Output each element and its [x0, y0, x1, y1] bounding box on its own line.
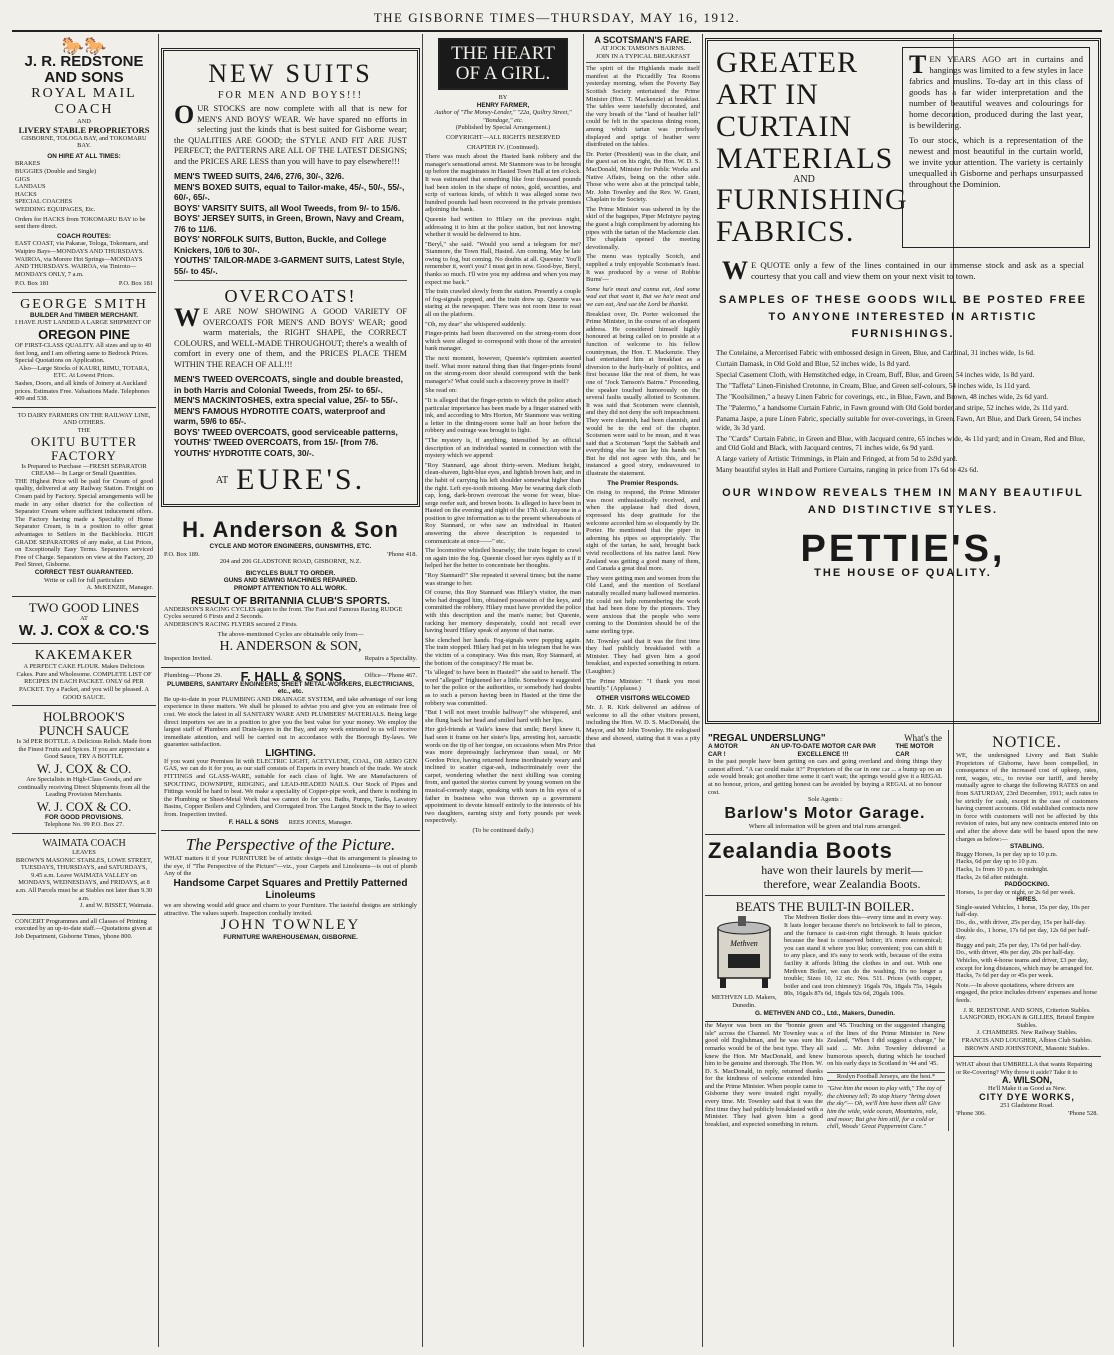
anderson-box: P.O. Box 189.: [164, 550, 200, 558]
waimata-body: BROWN'S MASONIC STABLES, LOWE STREET, TUESDAYS, THURSDAYS, and SATURDAYS, 9.45 a.m. Leave WAIMATA VALLEY on MONDAYS, WEDNESDAYS, and FRIDAYS, at 8 a.m. All Parcels must be at Stables not later than 9.30 a.m.: [15, 856, 153, 902]
suit-item: YOUTHS' TAILOR-MADE 3-GARMENT SUITS, Latest Style, 55/- to 45/-.: [174, 255, 405, 276]
suit-item: MEN'S BOXED SUITS, equal to Tailor-make, 45/-, 50/-, 55/-, 60/-, 65/-.: [174, 181, 405, 202]
kakemaker-title: KAKEMAKER: [34, 648, 134, 664]
anderson-res2: ANDERSON'S RACING FLYERS secured 2 Firsts.: [164, 620, 298, 628]
redstone-hire-head: ON HIRE AT ALL TIMES:: [47, 152, 121, 160]
article-paragraph: On rising to respond, the Prime Minister was most enthusiastically received, and when the applause had died down, expressed his deep gratitude for the welcome accorded him so eloquently by Dr. Porter. He mentioned that the piper in adorning his pipes so appropriately. The sight of the tartan, he said, brought back vivid recollections of his native land. New Zealand was getting a good many of them, and Canada a great deal more.: [586, 489, 700, 573]
wilson-works: CITY DYE WORKS,: [979, 1091, 1075, 1102]
redstone-ad: [12, 34, 156, 293]
box-right: P.O. Box 181: [118, 280, 153, 288]
heart-chapter: CHAPTER IV. (Continued).: [466, 143, 540, 151]
anderson-repairs: Repairs a Speciality.: [364, 654, 417, 662]
okitu-sign: A. McKENZIE, Manager.: [86, 584, 153, 592]
column-4: [586, 34, 700, 1347]
notice-hire-list: [956, 904, 1098, 980]
pettie-ad: [705, 38, 1101, 724]
holbrook-sub: PUNCH SAUCE: [39, 723, 129, 739]
redstone-box: [15, 280, 153, 288]
overcoat-item: YOUTHS' HYDROTITE COATS, 30/-.: [174, 447, 315, 458]
anderson-line: PROMPT ATTENTION TO ALL WORK.: [233, 584, 348, 592]
stab-item: Hacks, 2s 6d after midnight.: [956, 873, 1029, 881]
fabric-item: Special Casement Cloth, with Hemstitched edge, in Cream, Buff, Blue, and Green, 54 inches wide, 1s 8d yard.: [716, 371, 1035, 379]
hire-rate: Buggy and pair, 25s per day, 17s 6d per half-day.: [956, 941, 1082, 949]
smith-pine: OREGON PINE: [38, 327, 130, 343]
pettie-intro2: To our stock, which is a representation of the newest and most beautiful in the curtain world, we invite your attention. The variety is certainly unequalled in Gisborne and perhaps unsurpassed throughout the Dominion.: [909, 135, 1083, 189]
barlow-mid: AN UP-TO-DATE MOTOR CAR PAR EXCELLENCE !!!: [770, 743, 876, 758]
hall-foot: [164, 819, 417, 827]
holbrook-body: Is 3d PER BOTTLE. A Delicious Relish. Made from the Finest Fruits and Spices. If you are appreciate a Good Sauce, TRY A BOTTLE.: [16, 738, 152, 761]
col5-left: [705, 730, 949, 1131]
column-2: [161, 34, 420, 1347]
boiler-illustration: [708, 914, 780, 992]
hire-rate: Do., do., with driver, 25s per day, 15s per half-day.: [956, 919, 1086, 927]
story-paragraph: Her girl-friends at Vaile's knew that smile; Beryl knew it, had seen it frame on her sister's lips, arresting hot, sarcastic words on the tip of her tongue, on occasions when Mrs Price was more depressingly lachrymose than usual, or Mr Gordon Price, having returned home inordinately weary and inclined to scatter cigar-ash, indiscriminately over the carpet, wondering whether the next shilling was coming from, and quoted the stories current by young women on the musical-comedy stage, speaking with tears in his eyes of a father in business who was thrown up a government appointment to devote himself entirely to the interests of his two daughters, earning sixty and forty pounds per week respectively.: [425, 726, 581, 825]
story-paragraph: "Beryl," she said. "Would you send a telegram for me? 'Stanmore, the Town Hall, Hasted. Am coming. May be late owing to fog, but coming. No doubts at all. Queenie.' You'll remember it, won't you? I must get in now. Good-bye, Beryl, thanks so much. I'll wire you my address and when you may expect me back.": [425, 240, 581, 286]
anderson-addr: 204 and 206 GLADSTONE ROAD, GISBORNE, N.Z.: [219, 558, 362, 566]
methven-body: The Methven Boiler does this—every time and in every way. It lasts longer because there's no brickwork to fall to pieces, and the furnace is cast-iron right through. It heats quicker because the heat is conserved better; it's more economical; you can stand it where you like; convenient; you can shift it to any place, and it's easy to work with, because of the extra facility it affords lifting the clothes in and out. With one Methven Boiler, we can do the washing. It's no longer a trouble; Sizes 10, 12 etc. Nos. 511. Prices (with copper, boiler and cast iron chimney): 16gals 70s, 18gals 75s, 14gals 80s, 16gals 87s 6d, 18gals 92s 6d, 20gals 100s.: [784, 914, 942, 998]
article-paragraph: Breakfast over, Dr. Porter welcomed the Prime Minister, in the course of an eloquent address. He considered himself highly honoured at being called on to preside at a function of welcome to his fellow countryman, the Hon. T. Mackenzie. They had entertained him at breakfast as a diversion to the hurly-burly of politics, and first because like the rest of them, he was one of "Jock Tamson's Bairns." Proceeding, the speaker touched humorously on the several faults usually allotted to Scotsmen. It was said that Scotsmen were clannish, and they did not deny the soft impeachment. They were clannish, had been clannish, and would be to the end of the chapter. Scotsmen were said to be mean, and it was said that a Scotsman "kept the Sabbath and everything else he can lay his hands on." But he did not agree with this, and he instanced a good story, endeavoured to illustrate the statement.: [586, 310, 700, 478]
scots-sub: AT JOCK TAMSON'S BAIRNS.: [600, 45, 686, 52]
eures-name: EURE'S.: [236, 463, 366, 496]
wilson-phone: 'Phone 306.: [956, 1109, 986, 1117]
signer: J. R. REDSTONE AND SONS, Criterion Stables.: [963, 1006, 1091, 1014]
coach-illustration: 🐎🐎: [61, 36, 107, 56]
pettie-headline: [716, 46, 908, 248]
article-paragraph: The Prime Minister: "I thank you most heartily." (Applause.): [586, 677, 700, 693]
pettie-top: [716, 47, 1090, 248]
hire-rate: Hacks, 7s 6d per day or 45s per week.: [956, 972, 1054, 980]
story-paragraph: "Roy Stannard, age about thirty-seven. Medium height, clean-shaven, light-blue eyes, and lightish brown hair, and in the habit of carrying his left shoulder somewhat higher than the right. Left eye-tooth missing. May be wearing dark cloth cap, long, dark-brown overcoat the worse for wear, blue-serge reefer suit, and brown boots. Is alleged to have been in Hasted on the evening and night of the 17th ult. Anyone in a position to give information as to the present whereabouts of Roy Stannard, or who saw an individual in Hasted answering the above description is requested to communicate at once——" etc.: [425, 461, 581, 545]
hall-ad: [161, 668, 420, 832]
cox-lines: TWO GOOD LINES: [28, 599, 140, 615]
kakemaker-ad: [12, 644, 156, 706]
cox-at: AT: [80, 614, 88, 622]
okitu-pre: TO DAIRY FARMERS ON THE RAILWAY LINE, AND OTHERS.: [17, 411, 151, 427]
barlow-ad: [705, 730, 945, 835]
pettie-title2: FURNISHING FABRICS.: [716, 183, 908, 248]
holbrook-name: W. J. COX & CO.: [36, 761, 132, 777]
hall-lighting: LIGHTING.: [265, 747, 316, 759]
wilson-phone2: 'Phone 528.: [1068, 1109, 1098, 1117]
okitu-title: OKITU BUTTER FACTORY: [30, 433, 138, 463]
anderson-name2: H. ANDERSON & SON,: [219, 638, 362, 654]
overcoat-item: BOYS' TWEED OVERCOATS, good serviceable patterns,: [174, 426, 398, 437]
column-1: [12, 34, 156, 1347]
hall-header: [164, 668, 417, 684]
notice-title: NOTICE.: [992, 734, 1062, 751]
smith-name: GEORGE SMITH: [20, 296, 148, 312]
redstone-line1: ROYAL MAIL COACH: [31, 86, 137, 117]
holbrook-body2: Are Specialists in High-Class Goods, and are continually receiving Direct Shipments from all the Leading Provision Merchants.: [18, 776, 150, 799]
heart-author: HENRY FARMER,: [476, 101, 530, 109]
townley-body: WHAT matters it if your FURNITURE be of artistic design—that its arrangement is pleasing to the eye, if "The Perspective of the Picture"—viz., your Carpets and Linoleums—is out of plumb Any of the: [164, 855, 417, 878]
col5-articles: [705, 1022, 945, 1131]
townley-name: JOHN TOWNLEY: [220, 917, 361, 934]
heart-by: BY: [498, 94, 508, 101]
pettie-samples: SAMPLES OF THESE GOODS WILL BE POSTED FREE TO ANYONE INTERESTED IN ARTISTIC FURNISHINGS.: [719, 294, 1087, 340]
pettie-tag: THE HOUSE OF QUALITY.: [814, 567, 992, 579]
column-5: [705, 34, 1101, 1347]
anderson-invited: Inspection Invited.: [164, 654, 212, 662]
hall-body2: If you want your Premises lit with ELECTRIC LIGHT, ACETYLENE, COAL, OR AERO GEN GAS, we can do it for you, as our staff consists of Experts in every branch of the trade. We stock FITTINGS and GLASS-WARE, suitable for each class of light. We are Manufacturers of SPOUTING, DOWNPIPE, RIDGING, and LEAD-HEADED NAILS. Our Stock of Pipes and Fittings would be hard to beat. We make a speciality of Copper-pipe work, and there is nothing in the Plumbing or Sheet-Metal Work that we cannot do for you. Baths, Pumps, Tanks, Lavatory Basins, Copper Boilers and Cylinders, and Corrugated Iron. The Largest Stock in the Bay to select from. Inspection invited.: [164, 757, 417, 819]
barlow-info: Where all information will be given and trial runs arranged.: [748, 822, 902, 830]
anderson-foot: [164, 655, 417, 663]
smith-ad: [12, 293, 156, 408]
col5-bottom: [705, 730, 1101, 1131]
notice-ad: [953, 730, 1101, 1057]
smith-body: I HAVE JUST LANDED A LARGE SHIPMENT OF: [15, 319, 152, 327]
fabric-item: Many beautiful styles in Hall and Portiere Curtains, ranging in price from 17s 6d to 42s 6d.: [716, 466, 979, 474]
suits-body: OUR STOCKS are now complete with all that is new for MEN'S AND BOYS' WEAR. We have spared no efforts in selecting just the kinds that is best suited for Gisborne wear; the QUALITIES ARE GOOD; the STYLE AND FIT ARE JUST PERFECT; the PATTERNS ARE ALL OF THE LATEST DESIGNS; and the PRICES ARE LESS than you will have to pay elsewhere!!!: [174, 100, 407, 166]
overcoats-title: OVERCOATS!: [224, 286, 357, 306]
stab-item: Hacks, 6d per day up to 10 p.m.: [956, 858, 1038, 866]
hire-item: SPECIAL COACHES: [15, 198, 73, 206]
story-paragraph: "Roy Stannard?" She repeated it several times; but the name was strange to her.: [425, 572, 581, 587]
story-paragraph: She read on:: [425, 387, 457, 395]
notice-hires: HIRES.: [1016, 896, 1038, 904]
pettie-and: AND: [793, 174, 815, 185]
article-subhead: OTHER VISITORS WELCOMED: [596, 694, 690, 702]
pettie-intro: TEN YEARS AGO art in curtains and hangings was limited to a few styles in lace fabrics and muslins. To-day art in this class of goods has a far wider interpretation and the number of beautiful weaves and colourings for home decoration, produced during the last year, is bewildering.: [909, 50, 1083, 130]
article-verse: Some ha'e meat and canna eat, And some wad eat that want it, But we ha'e meat and we can eat, And sae the Lord be thankit.: [586, 285, 700, 308]
anderson-res1: ANDERSON'S RACING CYCLES again to the front. The Fast and Famous Racing RUDGE Cycles secured 6 Firsts and 2 Seconds.: [164, 605, 403, 621]
fabric-item: Panama Jaspe, a pure Linen Fabric, specially suitable for over-coverings, in Green, Fawn, Art Blue, and Dark Green, 54 inches wide, 3s 3d yard.: [716, 415, 1082, 432]
story-paragraph: The next moment, however, Queenie's optimism asserted itself. What more natural thing than that finger-prints found on the strong-room door should correspond with the bank manager's? What could such a discovery prove in itself?: [425, 355, 581, 385]
smith-also: Also—Large Stocks of KAURI, RIMU, TOTARA, ETC. At Lowest Prices.: [18, 364, 150, 380]
notice-stabling: STABLING.: [1010, 843, 1044, 851]
notice-stab-list: [956, 851, 1098, 881]
smith-sashes: Sashes, Doors, and all kinds of Joinery at Auckland prices. Estimates Free. Valuations Made. Telephones 409 and 538.: [15, 380, 150, 403]
hire-rate: Double do., 1 horse, 17s 6d per day, 12s 6d per half-day.: [956, 926, 1090, 942]
waimata-leaves: LEAVES: [72, 849, 96, 856]
okitu-ad: [12, 408, 156, 597]
story-paragraph: The locomotive whistled hoarsely; the train began to crawl on again into the fog. Queenie closed her eyes tightly as if it helped her the better to concentrate her thoughts.: [425, 547, 581, 570]
story-paragraph: Of course, this Roy Stannard was Hilary's visitor, the man who had drugged him, obtained possession of the keys, and committed the robbery. Hilary must have provided the police with this description and the man's name; but Queenie, racking her memory desperately, could not recall ever having heard Hilary speak of anyone of that name.: [425, 589, 581, 635]
notice-note: Note.—In above quotations, where drivers are engaged, the price includes drivers' expenses and horse feeds.: [956, 981, 1097, 1004]
overcoat-item: MEN'S MACKINTOSHES, extra special value, 25/- to 55/-.: [174, 395, 398, 405]
barlow-head-row: [708, 734, 942, 743]
heart-header: [425, 38, 581, 90]
kakemaker-body: A PERFECT CAKE FLOUR. Makes Delicious Cakes. Pure and Wholesome. COMPLETE LIST OF RECIPES IN EACH PACKET. ONLY 6d PER PACKET. Try a Packet, and you will be pleased. A GOOD SAUCE.: [16, 663, 152, 701]
scots-article: [586, 65, 700, 750]
column-rule: [702, 34, 703, 1347]
notice-signers: [956, 1007, 1098, 1053]
scots-title: A SCOTSMAN'S FARE.: [594, 35, 692, 45]
anderson-line: BICYCLES BUILT TO ORDER.: [245, 569, 336, 577]
article-paragraph: The menu was typically Scotch, and supplied a truly enjoyable Scotsman's feast. It was produced by a verse of Robbie Burns'—: [586, 253, 700, 284]
methven-title: BEATS THE BUILT-IN BOILER.: [735, 899, 915, 915]
barlow-body: In the past people have been getting on cars and going overland and doing things they cannot afford. "A car could make it?" Proprietors of the car in one car ... a bump up on an axle would break; got another time some it can't wait; the springs would give it a REGAL at no honour, prices, and getting honest can be avoided by buying a REGAL at no honour cost.: [708, 758, 942, 796]
barlow-left: A MOTOR CAR !: [708, 743, 738, 758]
holbrook-title: HOLBROOK'S: [43, 709, 125, 725]
col5-articles-right: [827, 1022, 945, 1131]
column-rule: [158, 34, 159, 1347]
fabric-item: A large variety of Artistic Trimmings, in Plain and Fringed, at from 5d to 2s9d yard.: [716, 455, 958, 463]
article-paragraph: The Prime Minister was ushered in by the skirl of the bagpipes, Piper McIntyre paying the guest a high compliment by adorning his pipes with the tartan of the Mackenzie clan. The chaplain opened the meeting devotionally.: [586, 205, 700, 251]
story-paragraph: "Is 'alleged' to have been in Hasted?" she said to herself. The word "alleged" frightened her a little. Somehow it suggested to her the police or the authorities, or somebody had doubts as to such a person having been in Hasted at the time the robbery was committed.: [425, 669, 581, 707]
overcoat-item: MEN'S FAMOUS HYDROTITE COATS, waterproof and warm, 59/6 to 65/-.: [174, 405, 386, 426]
eures-footer: [174, 464, 407, 496]
suits-list: [174, 171, 407, 276]
notice-pad: Horses, 1s per day or night, or 2s 6d per week.: [956, 888, 1076, 896]
page-masthead: THE GISBORNE TIMES—THURSDAY, MAY 16, 1912.: [12, 6, 1102, 32]
divider: [174, 280, 407, 281]
heart-pub: (Published by Special Arrangement.): [455, 124, 551, 132]
okitu-sub: Is Prepared to Purchase —FRESH SEPARATOR CREAM— In Large or Small Quantities.: [21, 462, 147, 478]
townley-ad: [161, 831, 420, 946]
holbrook-sub2: FOR GOOD PROVISIONS.: [44, 813, 124, 821]
wilson-phones: [956, 1110, 1098, 1118]
anderson-sub: CYCLE AND MOTOR ENGINEERS, GUNSMITHS, ETC.: [209, 543, 372, 550]
hire-rate: Vehicles, with 4-horse teams and driver, £3 per day, except for long distances, which may be arranged for.: [956, 957, 1093, 972]
cox-lines-ad: [12, 597, 156, 645]
suit-item: BOYS' JERSEY SUITS, in Green, Brown, Navy and Cream, 7/6 to 11/6.: [174, 213, 404, 234]
signer: J. CHAMBERS. New Railway Stables.: [976, 1029, 1078, 1037]
overcoat-item: MEN'S TWEED OVERCOATS, single and double breasted, in both Harris and Colonial Tweeds, from 25/- to 65/-.: [174, 374, 403, 395]
hall-body: Be up-to-date in your PLUMBING AND DRAINAGE SYSTEM, and take advantage of our long experience in these matters. We shall be pleased to advise you and give you an estimate free of cost. We stock the latest in all SANITARY WARE AND PLUMBERS' MATERIALS. Being large direct importers we are in a position to give you the best value for your money. We employ the largest staff of Plumbers and Drain-layers in the Bay, and any work entrusted to us will receive immediate attention, and will be carried out in accordance with the Borough By-laws. We guarantee satisfaction.: [164, 695, 417, 749]
anderson-ad: [161, 513, 420, 668]
wilson-q: WHAT about that UMBRELLA that wants Repairing or Re-Covering? Why throw it aside? Take it to: [956, 1061, 1093, 1076]
story-paragraph: "The mystery is, if anything, intensified by an official description of an individual wanted in connection with the mystery which we append:: [425, 436, 581, 460]
signer: LANGFORD, HOGAN & GILLIES, Bristol Empire Stables.: [959, 1014, 1095, 1029]
overcoats-body: WE ARE NOW SHOWING A GOOD VARIETY OF OVERCOATS FOR MEN'S AND BOYS' WEAR; good warm materials, the RIGHT SHAPE, the CORRECT COLOURS, and WELL-MADE THROUGHOUT; there's a wealth of comfort in every one of them, and the PRICES PLACE THEM WITHIN THE REACH OF ALL!!!: [174, 303, 407, 369]
hire-item: WEDDING EQUIPAGES, Etc.: [15, 205, 96, 213]
peppermint-verse: "Give him the moon to play with," The toy of the chimney tell; To stop hisery "bring down the sky"— Oh, we'll him have them all! Give him the wide, wide ocean, Mountains, vale, and moor; But give him still, for a cold or chill, Woods' Great Peppermint Cure.": [827, 1085, 942, 1131]
redstone-routes-head: COACH ROUTES:: [57, 232, 111, 240]
story-paragraph: There was much about the Hasted bank robbery and the manager's sensational arrest. Mr Stanmore was to be brought up before the magistrates in Hasted Town Hall at ten o'clock. It was estimated that something like four thousand pounds had been stolen in the shape of notes, gold, securities, and scrip of various kinds, of which it was alleged some two hundred pounds had been recovered in the private premises adjoining the bank.: [425, 153, 581, 214]
col5-right: [953, 730, 1101, 1131]
story-paragraph: The train crawled slowly from the station. Presently a couple of fog-signals popped, and the train drew up. Queenie was staring at the newspaper. There was not room time to read all on the platform.: [425, 288, 581, 319]
wilson-name: A. WILSON,: [1002, 1075, 1052, 1086]
pettie-quote: WE QUOTE only a few of the lines contained in our immense stock and ask as a special courtesy that you call and view them on your next visit to town.: [722, 256, 1084, 285]
hire-item: BRAKES: [15, 160, 41, 168]
barlow-sub: [708, 743, 942, 758]
article-paragraph: The spirit of the Highlands made itself manifest at the Piccadilly Tea Rooms yesterday morning, when the Poverty Bay Scottish Society entertained the Prime Minister (Hon. T. Mackenzie) at breakfast. The tables were tastefully decorated, and the very breath of the "land of heather hill" could be felt in the spacious dining room, among which tartan was profusely displayed and sprigs of heather were distributed on the tables.: [586, 65, 700, 149]
article-paragraph: Mr. Townley said that it was the first time they had publicly breakfasted with a Minister. They had given him a good breakfast, and expected something in return. (Laughter.): [586, 637, 700, 675]
methven-ad: [705, 896, 945, 1022]
townley-body2: we are showing would add grace and charm to your Furniture. The tasteful designs are strikingly attractive. The values superb. Inspection cordially invited.: [164, 902, 417, 917]
signer: BROWN AND JOHNSTONE, Masonic Stables.: [964, 1044, 1090, 1052]
suits-title: NEW SUITS: [208, 59, 373, 88]
hall-sign: F. HALL & SONS: [228, 818, 279, 826]
pettie-store: PETTIE'S,: [800, 528, 1006, 570]
barlow-agents: Sole Agents :: [807, 796, 843, 804]
holbrook-ad: [12, 706, 156, 834]
hire-rate: Do., with driver, 40s per day, 20s per half-day.: [956, 949, 1075, 957]
pipes-text: the Mayor was born on the "bonnie green isle" across the Channel. Mr Townley was a good old Englishman, and he was sure his remarks would be of the best type. They all knew the Hon. Mr MacDonald, and knew him to be genuine and thorough. The Hon. W. D. S. MacDonald, in reply, returned thanks for the kindness of welcome extended him and the Prime Minister. When people came to Gisborne they were treated right royally, every time. Mr. Townley said that it was the first time they had publicly breakfasted with a Minister. They had given him a good breakfast, and expected something in return.: [705, 1022, 823, 1128]
hire-item: GIGS: [15, 175, 30, 183]
fabric-item: Curtain Damask, in Old Gold and Blue, 52 inches wide, 1s 8d yard.: [716, 360, 911, 368]
hall-manager: REES JONES, Manager.: [288, 818, 353, 826]
suits-sub: FOR MEN AND BOYS!!!: [218, 90, 363, 101]
pettie-items: [716, 349, 1090, 475]
redstone-orders: Orders for HACKS from TOKOMARU BAY to be sent there direct.: [15, 215, 146, 231]
waimata-sign: J. and W. BISSET, Waimata.: [79, 902, 153, 910]
eures-at: AT: [215, 474, 229, 486]
story-continued: (To be continued daily.): [472, 827, 534, 835]
methven-name: G. METHVEN AND CO., Ltd., Makers, Dunedin.: [754, 1009, 895, 1017]
fabric-item: The "Cards" Curtain Fabric, in Green and Blue, with Jacquard centre, 65 inches wide, 4s 11d yard; and in Cream, Red and Blue, and Old Gold and Black, with Jacquard centres, 71 inches wide, 6s 9d yard.: [716, 435, 1085, 452]
notice-body: WE, the undersigned Livery and Bait Stable Proprietors of Gisborne, have been compelled, in consequence of the increased cost of upkeep, rates, rent, wages, etc., to revise our tariff, and hereby mutually agree to charge the following RATES on and from SATURDAY, 23rd December, 1911; such rates to be strictly for cash, except in the case of customers having current accounts. Old established contracts now in force with customers will not be affected by this revision of rates, but any new contracts entered into on and after the above date will be based upon the new charges as below:—: [956, 752, 1098, 843]
holbrook-tel: Telephone No. 99 P.O. Box 27.: [44, 821, 124, 829]
fabric-item: The "Koolsilmen," a heavy Linen Fabric for coverings, etc., in Blue, Fawn, and Brown, 48 inches wide, 2s 6d yard.: [716, 393, 1049, 401]
zealandia-body: have won their laurels by merit—therefore, wear Zealandia Boots.: [761, 863, 923, 892]
fabric-item: The "Palermo," a handsome Curtain Fabric, in Fawn ground with Old Gold border and stripe, 52 inches wide, 2s 11d yard.: [716, 404, 1069, 412]
waimata-ad: [12, 834, 156, 915]
redstone-title: J. R. REDSTONE AND SONS: [24, 53, 144, 86]
stab-item: Hacks, 1s from 10 p.m. to midnight.: [956, 865, 1049, 873]
column-rule: [422, 34, 423, 1347]
methven-figure: [708, 914, 780, 1009]
barlow-head: "REGAL UNDERSLUNG": [708, 733, 826, 744]
story-paragraph: Finger-prints had been discovered on the strong-room door which were alleged to correspond with those of the arrested bank manager.: [425, 330, 581, 353]
suit-item: BOYS' VARSITY SUITS, all Wool Tweeds, from 9/- to 15/6.: [174, 202, 401, 213]
pettie-title: GREATER ART IN CURTAIN MATERIALS: [716, 46, 894, 175]
pettie-intro-box: [902, 47, 1090, 248]
wilson-addr: 251 Gladstone Road.: [1000, 1101, 1054, 1109]
stab-item: Buggy Horses, 1s per day up to 10 p.m.: [956, 850, 1058, 858]
concert-ad: CONCERT Programmes and all Classes of Printing executed by an up-to-date staff.—Quotations given at Job Department, Gisborne Times, 'phone 800.: [15, 917, 153, 940]
heart-story: [425, 153, 581, 834]
redstone-hire-list: [15, 160, 153, 213]
smith-sub: BUILDER And TIMBER MERCHANT.: [29, 311, 139, 319]
column-rule: [583, 34, 584, 1347]
anderson-phone: 'Phone 418.: [387, 550, 417, 558]
anderson-result: RESULT OF BRITANNIA CLUB'S SPORTS.: [191, 595, 390, 607]
redstone-routes: EAST COAST, via Pakarae, Tologa, Tokomaru, and Waipiro Bays—MONDAYS AND THURSDAYS. WAIROA, via Morere Hot Springs—MONDAYS AND THURSDAYS. WAIROA, via Tiniroto—MONDAYS ONLY, 7 a.m.: [15, 240, 149, 278]
article-paragraph: They were getting men and women from the Old Land, and the mention of Scotland naturally recalled many hallowed memories. He could not help remembering the work that had been done by the pioneers. They were anxious that the people who were coming to the Dominion should be of the same sterling type.: [586, 574, 700, 635]
hire-item: LANDAUS: [15, 183, 46, 191]
story-paragraph: "It is alleged that the finger-prints to which the police attach particular importance has been made by a finger stained with ink, and according to Mrs Horton, Mr Stanmore was writing a letter in the dining-room some half an hour before the robbery and outrage was brought to light.: [425, 396, 581, 435]
article-paragraph: Mr. J. R. Kirk delivered an address of welcome to all the other visitors present, including the Hon. W. D. S. MacDonald, the Mayor, and Mr John Townley. He eulogised these and showed, stating that it was a pity that: [586, 704, 700, 750]
smith-body2: OF FIRST-CLASS QUALITY. All sizes and up to 40 feet long, and I am offering same to Bedrock Prices. Special Quotations on Application.: [15, 342, 152, 365]
okitu-body: THE Highest Price will be paid for Cream of good quality, delivered at any Railway Station. Freight on Cream paid by Factory. Special arrangements will be made in any other district for the collection of Separator Cream where sufficient inducement offers. The Factory having made a Speciality of Home Separator Cream, is in a position to offer great advantages to Settlers in the Backblocks. HIGH GRADE SEPARATORS of any make, at List Prices, on Exceptionally Easy Terms. Separators serviced Free of Charge. Separators on view at the Factory, 20 Peel Street, Gisborne.: [15, 477, 153, 569]
waimata-title: WAIMATA COACH: [42, 838, 126, 849]
townley-title: The Perspective of the Picture.: [185, 835, 396, 855]
methven-row: [708, 914, 942, 1009]
pettie-window: OUR WINDOW REVEALS THEM IN MANY BEAUTIFUL AND DISTINCTIVE STYLES.: [722, 487, 1084, 516]
barlow-right: THE MOTOR CAR: [895, 743, 934, 758]
story-paragraph: "Oh, my dear" she whispered suddenly.: [425, 320, 526, 328]
story-paragraph: She clenched her hands. Fog-signals were popping again. The train stopped. Hilary had put in his telegram that he was the victim of a conspiracy. Was this man, Roy Stannard, at the bottom of the conspiracy? He must be.: [425, 636, 581, 667]
okitu-guarantee: CORRECT TEST GUARANTEED.: [34, 568, 134, 576]
townley-head: Handsome Carpet Squares and Prettily Patterned Linoleums: [173, 878, 408, 901]
suit-item: BOYS' NORFOLK SUITS, Button, Buckle, and College Knickers, 10/6 to 30/-.: [174, 234, 387, 255]
okitu-write: Write or call for full particulars: [43, 576, 125, 584]
hall-sub: PLUMBERS, SANITARY ENGINEERS, SHEET METAL-WORKERS, ELECTRICIANS, etc., etc.: [167, 680, 414, 696]
fabric-item: The "Taffeta" Linen-Finished Cretonne, in Cream, Blue, and Green self-colours, 54 inches wide, 1s 11d yard.: [716, 382, 1031, 390]
hire-item: HACKS: [15, 190, 37, 198]
heart-authorsub: Author of "The Money-Lender," "22a, Quiltry Street," "Bondage," etc.: [434, 109, 572, 124]
box-left: P.O. Box 181: [15, 280, 50, 288]
hire-item: BUGGIES (Double and Single): [15, 167, 97, 175]
anderson-line: GUNS AND SEWING MACHINES REPAIRED.: [223, 577, 358, 585]
barlow-whats: What's the: [904, 733, 942, 743]
article-paragraph: Dr. Porter (President) was in the chair, and the guest sat on his right, the Hon. W. D. S. MacDonald, Minister for Public Works and Native Affairs, being on the other side. Those who were also at the principal table, Mr. John Townley and the Rev. W. Grant, Chaplain to the Society.: [586, 150, 700, 204]
heart-title: THE HEART OF A GIRL.: [438, 38, 568, 90]
redstone-and: AND: [77, 118, 91, 125]
overcoat-item: YOUTHS' TWEED OVERCOATS, from 15/- [from 7/6.: [174, 437, 379, 447]
zealandia-title: Zealandia Boots: [708, 838, 893, 864]
hall-title: F. HALL & SONS,: [240, 668, 346, 684]
wilson-ad: [953, 1057, 1101, 1121]
scots-sub2: JOIN IN A TYPICAL BREAKFAST: [586, 53, 700, 64]
cox-name: W. J. COX & CO.'S: [18, 622, 150, 640]
notice-paddock: PADDOCKING.: [1004, 881, 1050, 889]
anderson-obtain: The above-mentioned Cycles are obtainable only from—: [217, 631, 364, 639]
column-3: [425, 34, 581, 1347]
heart-copy: COPYRIGHT—ALL RIGHTS RESERVED: [446, 133, 560, 141]
hall-office: Office—'Phone 467.: [364, 672, 417, 680]
anderson-lines: [164, 570, 417, 593]
wilson-body: He'll Make it as Good as New.: [988, 1085, 1066, 1093]
boiler-label: Methven: [730, 939, 758, 949]
hire-rate: Single-seated Vehicles, 1 horse, 15s per day, 10s per half-day.: [956, 903, 1090, 919]
football-ad: Roslyn Football Jerseys, are the best.*: [827, 1072, 945, 1082]
suit-item: MEN'S TWEED SUITS, 24/6, 27/6, 30/-, 32/6.: [174, 171, 345, 181]
story-paragraph: Queenie had written to Hilary on the previous night, addressing it to him at the police station, but not knowing whether it would be delivered to him.: [425, 215, 581, 239]
anderson-title: H. Anderson & Son: [182, 517, 399, 542]
anderson-contact: [164, 551, 417, 559]
holbrook-name2: W. J. COX & CO.: [36, 798, 132, 814]
article-subhead: The Premier Responds.: [607, 479, 679, 487]
redstone-places: GISBORNE, TOLOGA BAY, and TOKOMARU BAY.: [21, 134, 147, 150]
townley-sub: FURNITURE WAREHOUSEMAN, GISBORNE.: [223, 934, 358, 942]
story-paragraph: "But I will not meet trouble halfway!" she whispered, and she flung back her head and smiled hard with her lips.: [425, 709, 581, 724]
fabric-item: The Cotelaine, a Mercerised Fabric with embossed design in Green, Blue, and Cardinal, 31 inches wide, 1s 6d.: [716, 349, 1035, 357]
eures-ad: [161, 48, 420, 507]
overcoats-list: [174, 374, 407, 458]
pipes-text2: and '45. Touching on the suggested changing of the lines of the Prime Minister in New Zealand, "When I did suggest a change," he said ... Mr. John Townley delivered a humorous speech, during which he touched on his early days in Scotland in '44 and '45.: [827, 1022, 945, 1068]
hall-plumbing: Plumbing—'Phone 29.: [164, 672, 222, 680]
okitu-the: THE: [77, 427, 91, 434]
barlow-name: Barlow's Motor Garage.: [724, 804, 926, 822]
zealandia-ad: [705, 835, 945, 896]
methven-makers: METHVEN LD. Makers, Dunedin.: [711, 994, 777, 1009]
redstone-line3: LIVERY STABLE PROPRIETORS: [18, 124, 150, 135]
signer: FRANCIS AND LOUGHER, Albion Club Stables.: [961, 1036, 1093, 1044]
